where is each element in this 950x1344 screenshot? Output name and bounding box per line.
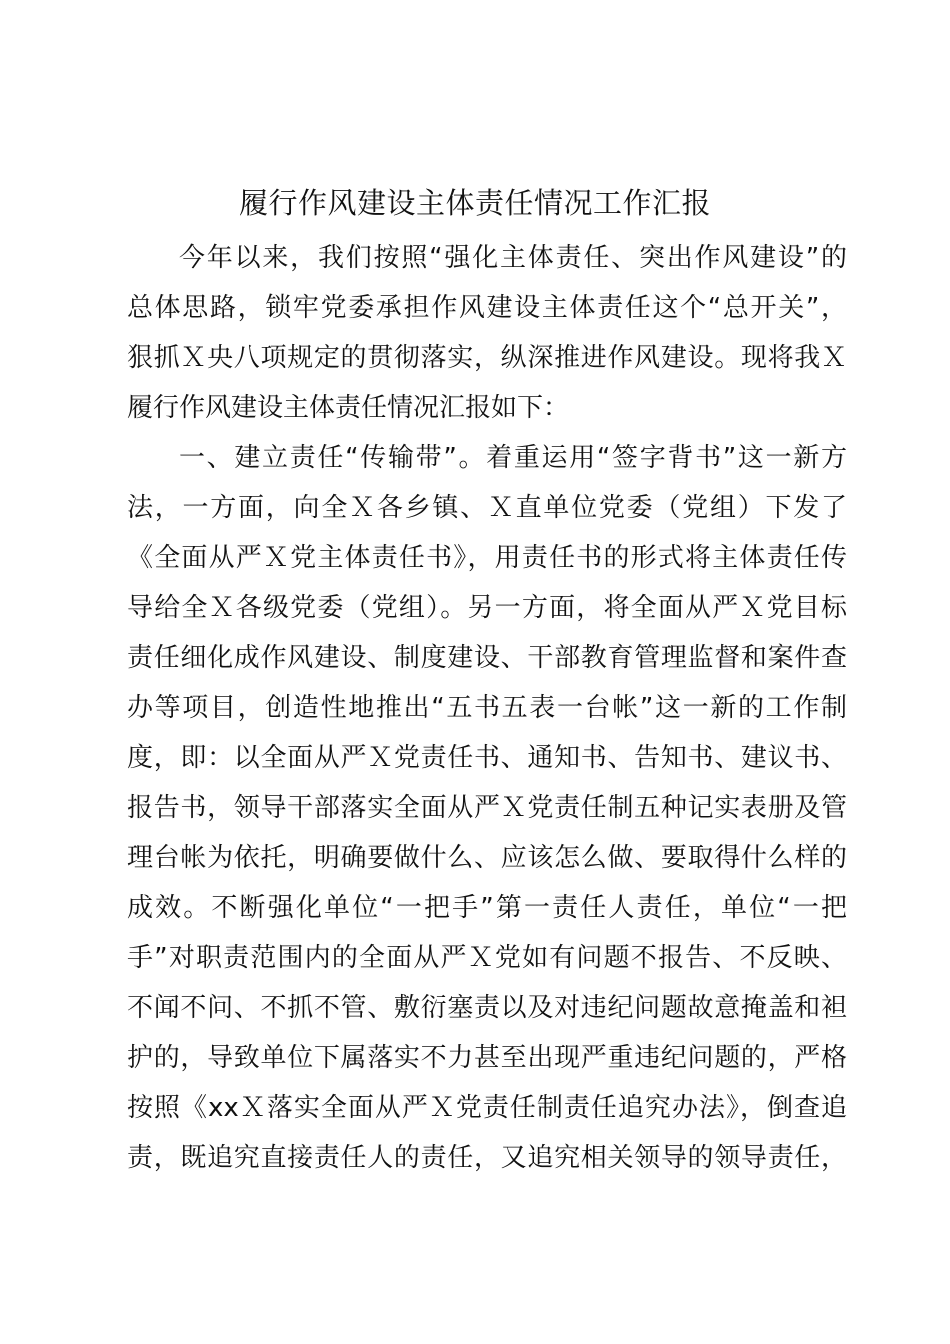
paragraph-2-line-7: 度，即：以全面从严Ｘ党责任书、通知书、告知书、建议书、 xyxy=(127,743,847,773)
paragraph-2-line-3: 《全面从严Ｘ党主体责任书》，用责任书的形式将主体责任传 xyxy=(127,543,847,573)
paragraph-1-line-1: 今年以来，我们按照“强化主体责任、突出作风建设”的 xyxy=(179,243,847,273)
paragraph-2-line-4: 导给全Ｘ各级党委（党组）。另一方面，将全面从严Ｘ党目标 xyxy=(127,593,847,623)
document-title: 履行作风建设主体责任情况工作汇报 xyxy=(238,186,711,220)
paragraph-2-line-12: 不闻不问、不抓不管、敷衍塞责以及对违纪问题故意掩盖和袒 xyxy=(127,993,847,1023)
paragraph-2-line-14: 按照《xxＸ落实全面从严Ｘ党责任制责任追究办法》，倒查追 xyxy=(127,1093,847,1123)
paragraph-1-line-2: 总体思路，锁牢党委承担作风建设主体责任这个“总开关”， xyxy=(127,293,847,323)
paragraph-2-line-13: 护的，导致单位下属落实不力甚至出现严重违纪问题的，严格 xyxy=(127,1043,847,1073)
paragraph-2-line-9: 理台帐为依托，明确要做什么、应该怎么做、要取得什么样的 xyxy=(127,843,847,873)
paragraph-2-line-6: 办等项目，创造性地推出“五书五表一台帐”这一新的工作制 xyxy=(127,693,847,723)
paragraph-2-line-15: 责，既追究直接责任人的责任，又追究相关领导的领导责任， xyxy=(127,1143,847,1173)
paragraph-1-line-3: 狠抓Ｘ央八项规定的贯彻落实，纵深推进作风建设。现将我Ｘ xyxy=(127,343,847,373)
paragraph-2-line-1: 一、建立责任“传输带”。着重运用“签字背书”这一新方 xyxy=(179,443,847,473)
paragraph-2-line-5: 责任细化成作风建设、制度建设、干部教育管理监督和案件查 xyxy=(127,643,847,673)
paragraph-1-line-4: 履行作风建设主体责任情况汇报如下： xyxy=(127,393,570,423)
paragraph-2-line-10: 成效。不断强化单位“一把手”第一责任人责任，单位“一把 xyxy=(127,893,847,923)
paragraph-2-line-2: 法，一方面，向全Ｘ各乡镇、Ｘ直单位党委（党组）下发了 xyxy=(127,493,847,523)
paragraph-2-line-11: 手”对职责范围内的全面从严Ｘ党如有问题不报告、不反映、 xyxy=(127,943,847,973)
document-body xyxy=(127,233,847,1183)
paragraph-2-line-8: 报告书，领导干部落实全面从严Ｘ党责任制五种记实表册及管 xyxy=(127,793,847,823)
